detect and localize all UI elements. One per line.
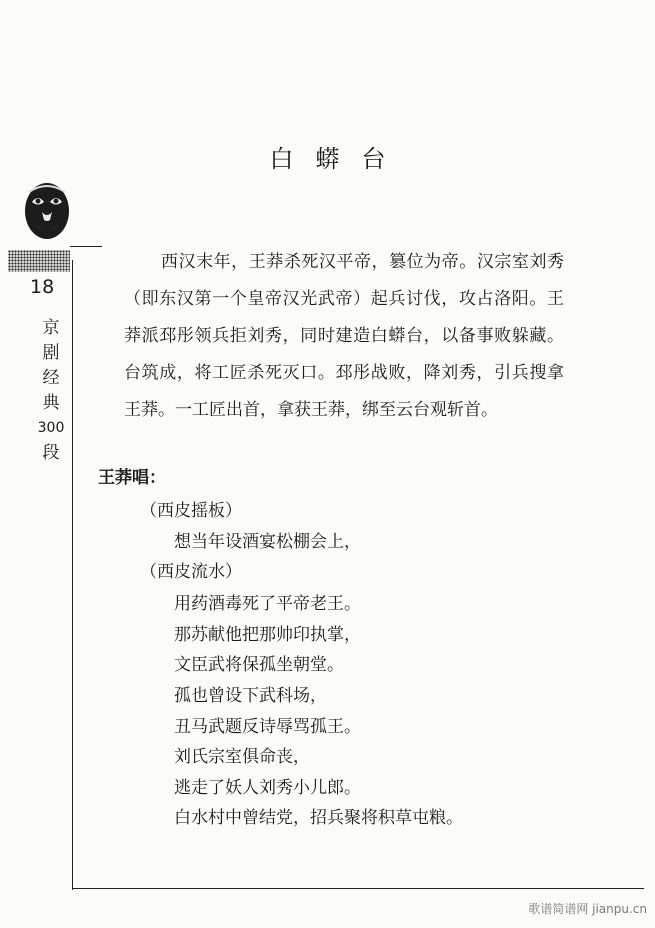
series-title-vertical	[36, 316, 66, 466]
margin-rule	[72, 260, 73, 890]
page-number: 18	[30, 276, 55, 298]
synopsis-paragraph: 西汉末年，王莽杀死汉平帝，篡位为帝。汉宗室刘秀（即东汉第一个皇帝汉光武帝）起兵讨伐，攻占洛阳。王莽派邳彤领兵拒刘秀，同时建造白蟒台，以备事败躲藏。台筑成，将工匠杀死灭口。邳彤战败，降刘秀，引兵搜拿王莽。一工匠出首，拿获王莽，绑至云台观斩首。	[124, 252, 564, 420]
series-char: 剧	[42, 343, 60, 363]
tune-label: （西皮流水）	[140, 562, 242, 582]
opera-mask-icon	[24, 182, 70, 240]
lyric-line: 文臣武将保孤坐朝堂。	[174, 655, 344, 675]
series-char: 段	[42, 443, 60, 463]
lyric-line: 丑马武题反诗辱骂孤王。	[174, 717, 361, 737]
series-char: 经	[42, 368, 60, 388]
lyric-line: 那苏献他把那帅印执掌，	[174, 625, 361, 645]
series-char: 典	[42, 393, 60, 413]
lyric-line: 白水村中曾结党，招兵聚将积草屯粮。	[174, 808, 463, 828]
tune-label: （西皮摇板）	[140, 501, 242, 521]
halftone-pattern	[8, 250, 70, 272]
header-rule	[70, 246, 102, 247]
watermark-text: 歌谱简谱网 jianpu.cn	[528, 902, 647, 916]
lyric-line: 逃走了妖人刘秀小儿郎。	[174, 778, 361, 798]
lyric-line: 孤也曾设下武科场，	[174, 686, 327, 706]
speaker-label: 王莽唱：	[98, 468, 166, 488]
series-char: 300	[37, 420, 65, 436]
footer-rule	[72, 888, 644, 889]
lyric-line: 刘氏宗室俱命丧，	[174, 747, 310, 767]
lyric-line: 想当年设酒宴松棚会上，	[174, 532, 361, 552]
page-title: 白蟒台	[269, 145, 408, 173]
series-char: 京	[42, 318, 60, 338]
lyric-line: 用药酒毒死了平帝老王。	[174, 594, 361, 614]
